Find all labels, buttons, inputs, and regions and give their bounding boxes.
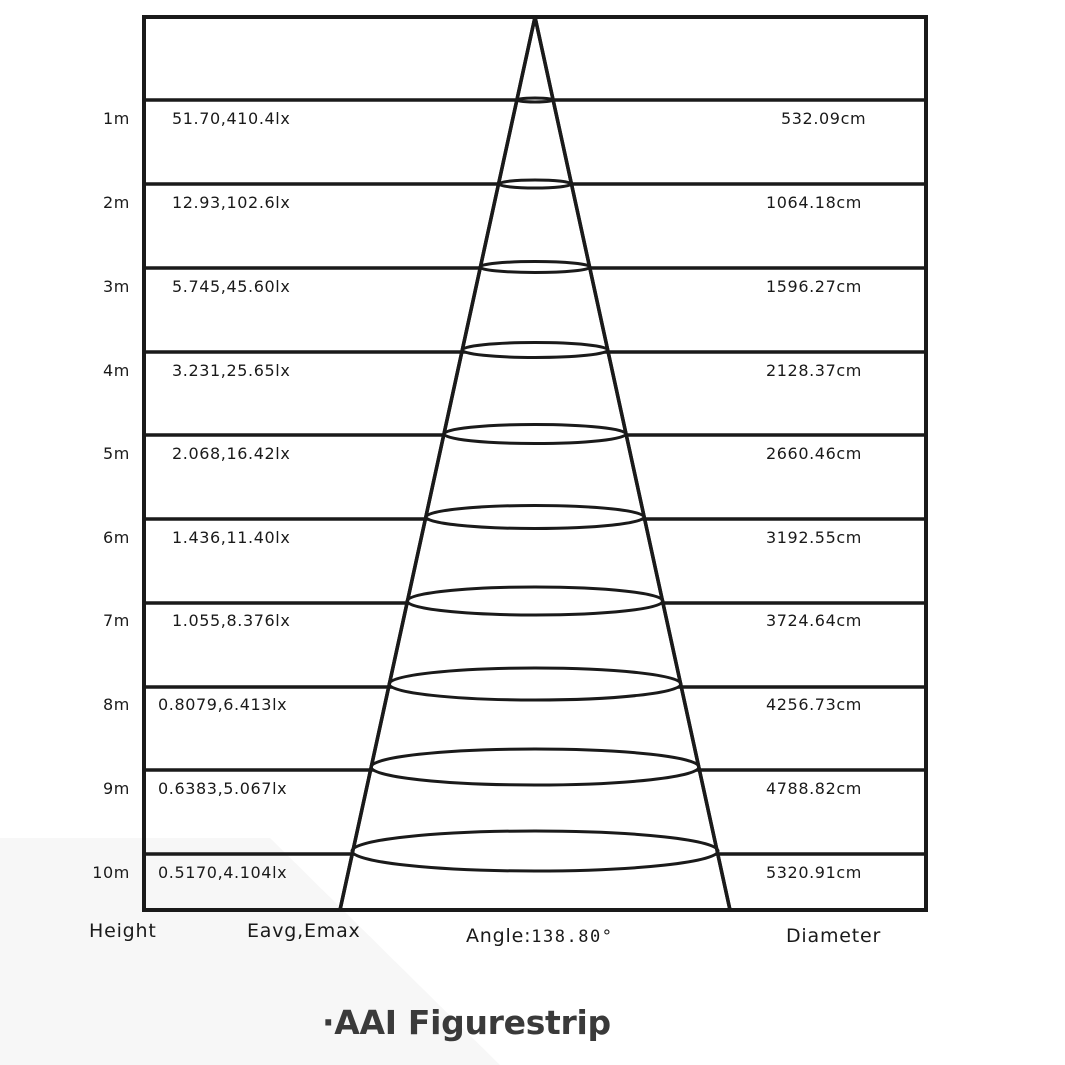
brand-caption: ·AAI Figurestrip	[322, 1003, 611, 1042]
height-label: 4m	[103, 361, 130, 380]
height-label: 1m	[103, 109, 130, 128]
eavg-emax-value: 51.70,410.4lx	[172, 109, 291, 128]
eavg-emax-value: 0.5170,4.104lx	[158, 863, 288, 882]
height-label: 7m	[103, 611, 130, 630]
diameter-value: 2660.46cm	[766, 444, 862, 463]
eavg-emax-value: 0.8079,6.413lx	[158, 695, 288, 714]
height-label: 8m	[103, 695, 130, 714]
diameter-value: 2128.37cm	[766, 361, 862, 380]
height-label: 10m	[92, 863, 130, 882]
height-label: 6m	[103, 528, 130, 547]
eavg-emax-value: 12.93,102.6lx	[172, 193, 291, 212]
beam-angle-label	[466, 925, 613, 947]
row-dividers	[144, 100, 926, 854]
angle-prefix: Angle:	[466, 925, 532, 947]
height-label: 5m	[103, 444, 130, 463]
diameter-value: 4788.82cm	[766, 779, 862, 798]
diameter-value: 1064.18cm	[766, 193, 862, 212]
diameter-value: 3192.55cm	[766, 528, 862, 547]
diameter-column-label: Diameter	[786, 925, 882, 947]
diameter-value: 3724.64cm	[766, 611, 862, 630]
angle-value: 138.80°	[531, 927, 614, 947]
diameter-value: 5320.91cm	[766, 863, 862, 882]
eavg-emax-value: 5.745,45.60lx	[172, 277, 291, 296]
eavg-emax-value: 0.6383,5.067lx	[158, 779, 288, 798]
diameter-value: 1596.27cm	[766, 277, 862, 296]
height-label: 9m	[103, 779, 130, 798]
eavg-emax-value: 2.068,16.42lx	[172, 444, 291, 463]
height-label: 3m	[103, 277, 130, 296]
height-label: 2m	[103, 193, 130, 212]
height-column-label: Height	[89, 920, 157, 942]
eavg-emax-value: 1.436,11.40lx	[172, 528, 291, 547]
diameter-value: 532.09cm	[781, 109, 867, 128]
beam-ellipses	[352, 98, 718, 871]
eavg-emax-value: 1.055,8.376lx	[172, 611, 291, 630]
eavg-emax-column-label: Eavg,Emax	[247, 920, 361, 942]
diameter-value: 4256.73cm	[766, 695, 862, 714]
eavg-emax-value: 3.231,25.65lx	[172, 361, 291, 380]
